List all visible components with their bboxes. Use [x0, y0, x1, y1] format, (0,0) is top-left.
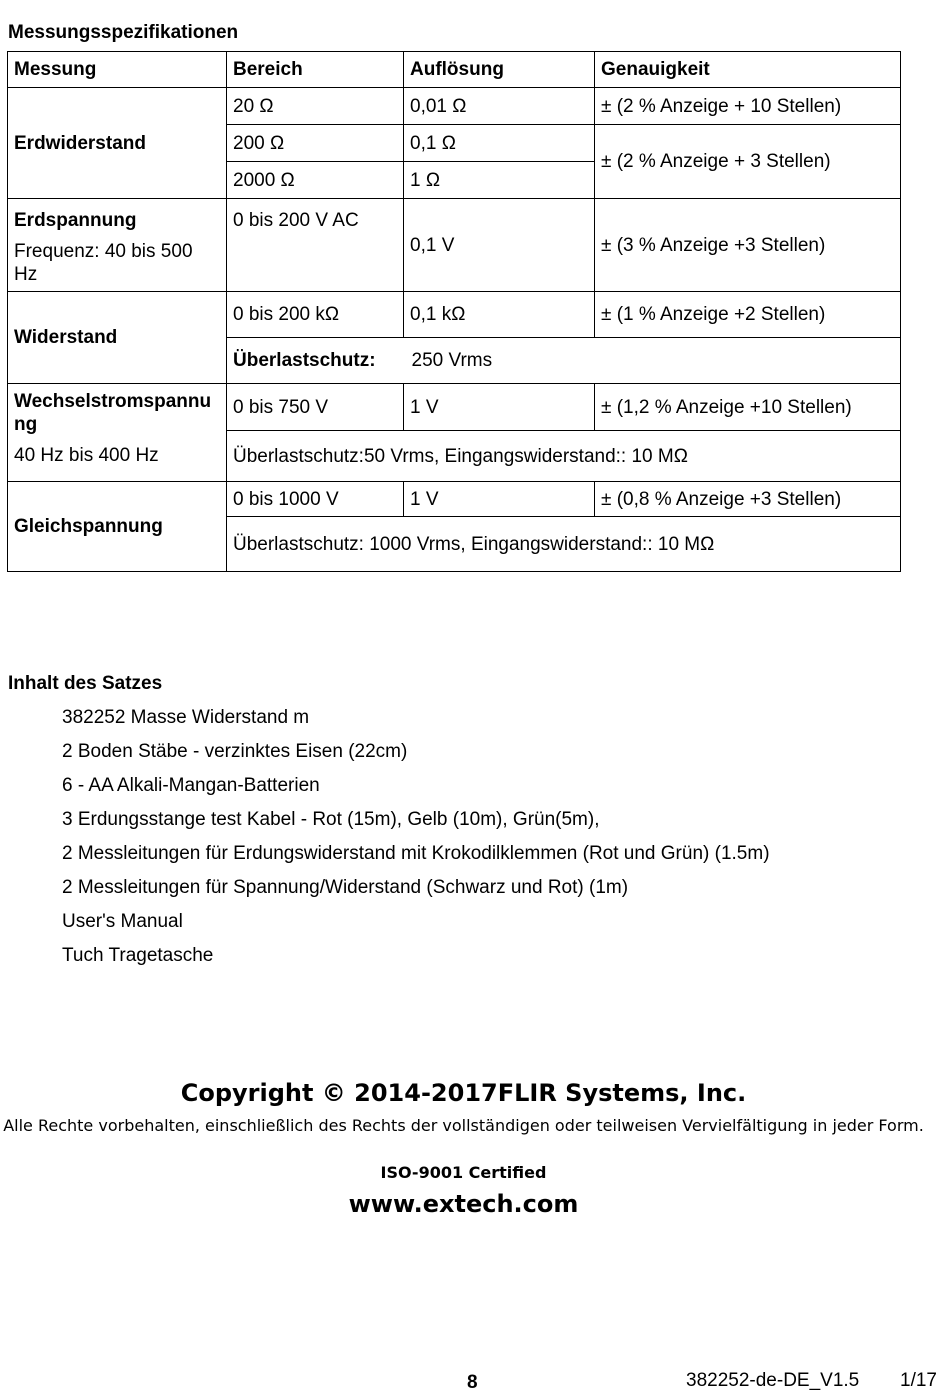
range-cell: 0 bis 1000 V: [227, 482, 404, 517]
measurement-earth-voltage: [8, 199, 227, 292]
copyright-notice: Copyright © 2014-2017FLIR Systems, Inc.: [180, 1079, 747, 1107]
list-item: 2 Messleitungen für Erdungswiderstand mit Krokodilklemmen (Rot und Grün) (1.5m): [62, 843, 770, 864]
page-number: 8: [467, 1372, 478, 1393]
list-item: 6 - AA Alkali-Mangan-Batterien: [62, 775, 320, 796]
document-id: 382252-de-DE_V1.5: [686, 1370, 860, 1391]
overload-label: Überlastschutz:: [233, 350, 376, 371]
page-count: 1/17: [900, 1370, 937, 1391]
overload-value: 250 Vrms: [411, 350, 493, 371]
resolution-cell: 1 Ω: [404, 162, 595, 199]
resolution-cell: 0,1 kΩ: [404, 292, 595, 338]
accuracy-cell: ± (3 % Anzeige +3 Stellen): [595, 199, 901, 292]
iso-certification: ISO-9001 Certified: [380, 1163, 547, 1182]
header-messung: Messung: [8, 52, 227, 88]
overload-protection-cell: [227, 338, 901, 384]
header-bereich: Bereich: [227, 52, 404, 88]
table-row: [8, 482, 901, 517]
accuracy-cell: ± (2 % Anzeige + 3 Stellen): [595, 125, 901, 199]
spec-table: [7, 51, 901, 572]
measurement-label: Wechselstromspannung: [14, 391, 212, 435]
range-cell: 0 bis 200 V AC: [227, 199, 404, 292]
resolution-cell: 0,1 V: [404, 199, 595, 292]
rights-notice: Alle Rechte vorbehalten, einschließlich des Rechts der vollständigen oder teilweisen Vervielfältigung in jeder Form.: [3, 1116, 924, 1135]
list-item: User's Manual: [62, 911, 183, 932]
table-header-row: [8, 52, 901, 88]
resolution-cell: 1 V: [404, 482, 595, 517]
range-cell: 2000 Ω: [227, 162, 404, 199]
protection-cell: Überlastschutz: 1000 Vrms, Eingangswiderstand:: 10 MΩ: [227, 517, 901, 572]
contents-list: [62, 704, 770, 976]
resolution-cell: 0,01 Ω: [404, 88, 595, 125]
accuracy-cell: ± (1 % Anzeige +2 Stellen): [595, 292, 901, 338]
header-genauigkeit: Genauigkeit: [595, 52, 901, 88]
table-row: [8, 292, 901, 338]
list-item: 2 Boden Stäbe - verzinktes Eisen (22cm): [62, 741, 408, 762]
list-item: 2 Messleitungen für Spannung/Widerstand (Schwarz und Rot) (1m): [62, 877, 629, 898]
contents-section-title: Inhalt des Satzes: [8, 673, 163, 694]
website-url: www.extech.com: [348, 1190, 579, 1218]
accuracy-cell: ± (1,2 % Anzeige +10 Stellen): [595, 384, 901, 431]
header-aufloesung: Auflösung: [404, 52, 595, 88]
accuracy-cell: ± (0,8 % Anzeige +3 Stellen): [595, 482, 901, 517]
measurement-note: 40 Hz bis 400 Hz: [14, 445, 159, 466]
range-cell: 200 Ω: [227, 125, 404, 162]
list-item: 3 Erdungsstange test Kabel - Rot (15m), Gelb (10m), Grün(5m),: [62, 809, 600, 830]
list-item: 382252 Masse Widerstand m: [62, 707, 310, 728]
measurement-label: Erdspannung: [14, 210, 137, 231]
table-row: [8, 384, 901, 431]
resolution-cell: 1 V: [404, 384, 595, 431]
measurement-earth-resistance: Erdwiderstand: [8, 88, 227, 199]
range-cell: 0 bis 750 V: [227, 384, 404, 431]
resolution-cell: 0,1 Ω: [404, 125, 595, 162]
measurement-ac-voltage: [8, 384, 227, 482]
measurement-note: Frequenz: 40 bis 500 Hz: [14, 241, 193, 285]
range-cell: 20 Ω: [227, 88, 404, 125]
measurement-resistance: Widerstand: [8, 292, 227, 384]
spec-section-title: Messungsspezifikationen: [8, 22, 239, 43]
range-cell: 0 bis 200 kΩ: [227, 292, 404, 338]
table-row: [8, 88, 901, 125]
list-item: Tuch Tragetasche: [62, 945, 214, 966]
protection-cell: Überlastschutz:50 Vrms, Eingangswiderstand:: 10 MΩ: [227, 431, 901, 482]
measurement-dc-voltage: Gleichspannung: [8, 482, 227, 572]
accuracy-cell: ± (2 % Anzeige + 10 Stellen): [595, 88, 901, 125]
table-row: [8, 199, 901, 292]
